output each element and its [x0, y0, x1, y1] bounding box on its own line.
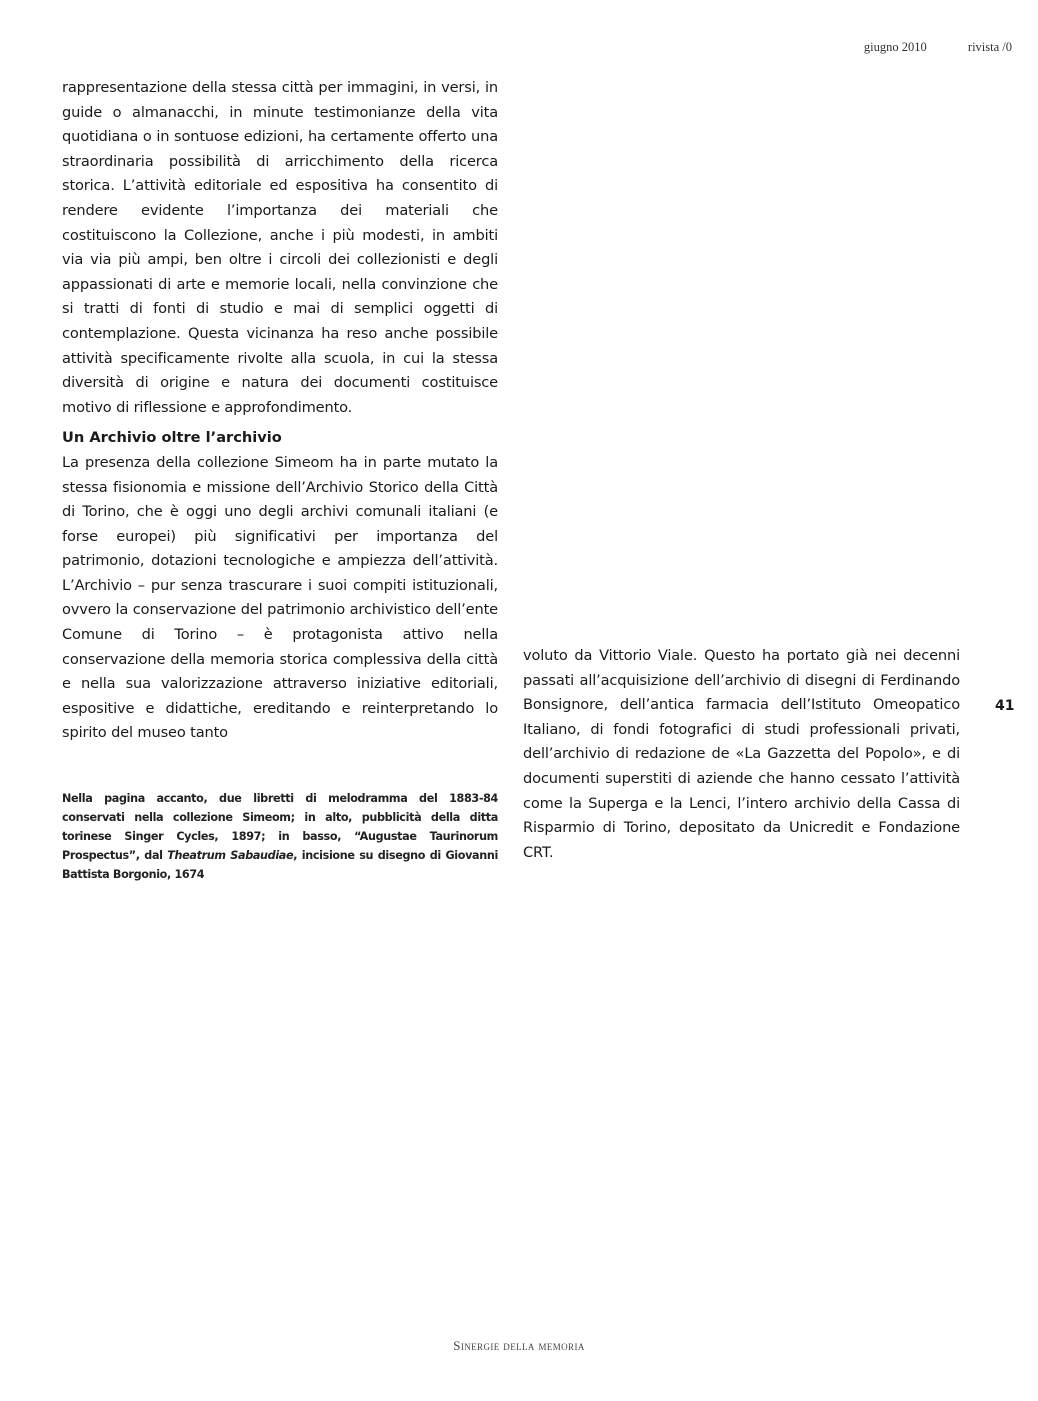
- caption-italic-title: Theatrum Sabaudiae: [167, 849, 294, 862]
- running-footer: Sinergie della memoria: [453, 1338, 585, 1353]
- magazine-name: rivista /0: [967, 40, 1012, 54]
- section-subheading: Un Archivio oltre l’archivio: [62, 429, 282, 447]
- body-paragraph: voluto da Vittorio Viale. Questo ha portato già nei decenni passati all’acquisizione dell’archivio di disegni di Ferdinando Bonsignore, dell’antica farmacia dell’Istituto Omeopatico Italiano, di fondi fotografici di studi professionali privati, dell’archivio di redazione de «La Gazzetta del Popolo», e di documenti superstiti di aziende che hanno cessato l’attività come la Superga e la Lenci, l’intero archivio della Cassa di Risparmio di Torino, depositato da Unicredit e Fondazione CRT.: [523, 647, 960, 861]
- body-paragraph: La presenza della collezione Simeom ha in parte mutato la stessa fisionomia e missione dell’Archivio Storico della Città di Torino, che è oggi uno degli archivi comunali italiani (e forse europei) più significativi per importanza del patrimonio, dotazioni tecnologiche e ampiezza dell’attività. L’Archivio – pur senza trascurare i suoi compiti istituzionali, ovvero la conservazione del patrimonio archivistico dell’ente Comune di Torino – è protagonista attivo nella conservazione della memoria storica complessiva della città e nella sua valorizzazione attraverso iniziative editoriali, espositive e didattiche, ereditando e reinterpretando lo spirito del museo tanto: [62, 453, 498, 742]
- body-paragraph: rappresentazione della stessa città per immagini, in versi, in guide o almanacchi, in minute testimonianze della vita quotidiana o in sontuose edizioni, ha certamente offerto una straordinaria possibilità di arricchimento della ricerca storica. L’attività editoriale ed espositiva ha consentito di rendere evidente l’importanza dei materiali che costituiscono la Collezione, anche i più modesti, in ambiti via via più ampi, ben oltre i circoli dei collezionisti e degli appassionati di arte e memorie locali, nella convinzione che si tratti di fonti di studio e mai di semplici oggetti di contemplazione. Questa vicinanza ha reso anche possibile attività specificamente rivolte alla scuola, in cui la stessa diversità di origine e natura dei documenti costituisce motivo di riflessione e approfondimento.: [62, 79, 498, 416]
- right-text-column: [523, 644, 960, 865]
- image-caption: [62, 789, 498, 884]
- running-header: [826, 40, 1012, 55]
- page-number: 41: [995, 698, 1015, 714]
- caption-text: Nella pagina accanto, due libretti di melodramma del 1883-84 conservati nella collezione Simeom; in alto, pubblicità della ditta torinese Singer Cycles, 1897; in basso, “Augustae Taurinorum Prospectus”, dal: [62, 792, 498, 862]
- left-text-column: [62, 76, 498, 746]
- issue-date: giugno 2010: [863, 40, 927, 54]
- caption-text: , incisione su disegno di Giovanni Battista Borgonio, 1674: [62, 849, 498, 881]
